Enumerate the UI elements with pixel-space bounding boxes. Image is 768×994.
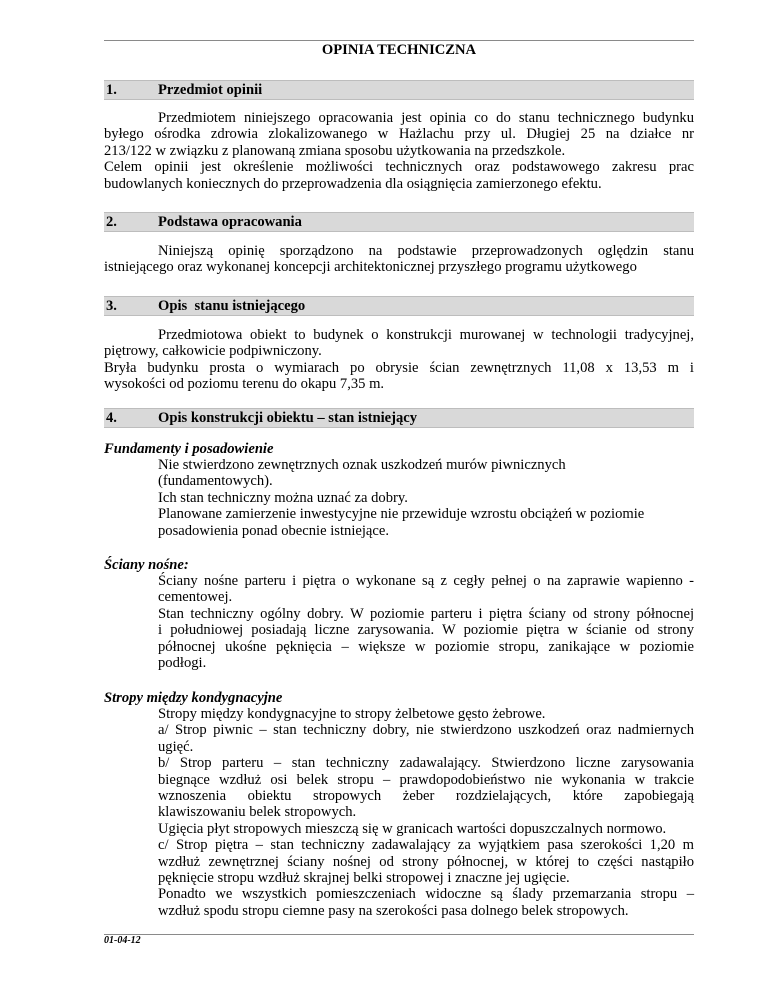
section-heading-4 <box>104 408 694 428</box>
section-number: 1. <box>106 82 117 98</box>
section-number: 4. <box>106 410 117 426</box>
paragraph-line: Stan techniczny ogólny dobry. W poziomie parteru i piętra ściany od strony północnej <box>158 605 694 622</box>
paragraph-line: Niniejszą opinię sporządzono na podstawie przeprowadzonych oględzin stanu <box>158 243 694 259</box>
paragraph-line: ugięć. <box>158 738 194 755</box>
paragraph-line: c/ Strop piętra – stan techniczny zadawalający za wyjątkiem pasa szerokości 1,20 m <box>158 837 694 854</box>
paragraph-line: istniejącego oraz wykonanej koncepcji architektonicznej przyszłego programu użytkowego <box>104 259 637 276</box>
paragraph-line: Bryła budynku prosta o wymiarach po obrysie ścian zewnętrznych 11,08 x 13,53 m i <box>104 359 694 376</box>
subsection-title: Ściany nośne: <box>104 557 189 573</box>
section-1-body <box>104 110 694 192</box>
paragraph-line: Ponadto we wszystkich pomieszczeniach widoczne są ślady przemarzania stropu – <box>158 886 694 903</box>
paragraph-line: byłego ośrodka zdrowia zlokalizowanego w Hażlachu przy ul. Długiej 25 na działce nr <box>104 126 694 143</box>
paragraph-line: Przedmiotem niniejszego opracowania jest opinia co do stanu technicznego budynku <box>158 110 694 126</box>
section-heading-2 <box>104 212 694 232</box>
section-number: 3. <box>106 298 117 314</box>
footer-rule <box>104 934 694 935</box>
subsection-title: Fundamenty i posadowienie <box>104 441 274 457</box>
paragraph-line: posadowienia ponad obecnie istniejące. <box>158 522 389 539</box>
paragraph-line: 213/122 w związku z planowaną zmiana sposobu użytkowania na przedszkole. <box>104 142 566 159</box>
section-heading-3 <box>104 296 694 316</box>
paragraph-line: i południowej posiadają liczne zarysowania. W poziomie piętra w ścianie od strony <box>158 622 694 639</box>
section-2-body <box>104 243 694 276</box>
paragraph-line: biegnące wzdłuż osi belek stropu – prawdopodobieństwo nie wykonania w trakcie <box>158 771 694 788</box>
ceilings-body <box>158 706 694 919</box>
paragraph-line: Ich stan techniczny można uznać za dobry. <box>158 489 408 506</box>
paragraph-line: Planowane zamierzenie inwestycyjne nie przewiduje wzrostu obciążeń w poziomie <box>158 506 645 523</box>
paragraph-line: klawiszowaniu belek stropowych. <box>158 804 357 821</box>
top-rule <box>104 40 694 41</box>
section-title: Podstawa opracowania <box>158 214 302 230</box>
section-heading-1 <box>104 80 694 100</box>
paragraph-line: wzdłuż spodu stropu ciemne pasy na szerokości pasa dolnego belek stropowych. <box>158 902 629 919</box>
paragraph-line: b/ Strop parteru – stan techniczny zadawalający. Stwierdzono liczne zarysowania <box>158 755 694 772</box>
document-title: OPINIA TECHNICZNA <box>321 42 477 58</box>
paragraph-line: budowlanych koniecznych do przeprowadzenia dla osiągnięcia zamierzonego efektu. <box>104 175 602 192</box>
paragraph-line: piętrowy, całkowicie podpiwniczony. <box>104 343 322 360</box>
section-3-body <box>104 327 694 393</box>
subsection-title: Stropy między kondygnacyjne <box>104 690 283 706</box>
paragraph-line: pęknięcie stropu wzdłuż skrajnej belki stropowej i znaczne jej ugięcie. <box>158 870 570 887</box>
paragraph-line: a/ Strop piwnic – stan techniczny dobry, nie stwierdzono uszkodzeń oraz nadmiernych <box>158 722 694 739</box>
footer-date: 01-04-12 <box>104 935 141 946</box>
document-page <box>104 0 694 994</box>
walls-body <box>158 573 694 671</box>
section-title: Opis stanu istniejącego <box>158 298 306 314</box>
paragraph-line: wysokości od poziomu terenu do okapu 7,35 m. <box>104 376 385 393</box>
paragraph-line: wznoszenia obiektu stropowych żeber rozdzielających, które zapobiegają <box>158 788 694 805</box>
paragraph-line: podłogi. <box>158 655 207 672</box>
paragraph-line: Nie stwierdzono zewnętrznych oznak uszkodzeń murów piwnicznych <box>158 457 566 473</box>
section-title: Opis konstrukcji obiektu – stan istniejący <box>158 410 418 426</box>
paragraph-line: Celem opinii jest określenie możliwości technicznych oraz podstawowego zakresu prac <box>104 159 694 176</box>
section-title: Przedmiot opinii <box>158 82 263 98</box>
paragraph-line: cementowej. <box>158 589 233 606</box>
paragraph-line: Ściany nośne parteru i piętra o wykonane są z cegły pełnej o na zaprawie wapienno - <box>158 573 694 589</box>
paragraph-line: Stropy między kondygnacyjne to stropy żelbetowe gęsto żebrowe. <box>158 706 546 722</box>
section-number: 2. <box>106 214 117 230</box>
paragraph-line: Przedmiotowa obiekt to budynek o konstrukcji murowanej w technologii tradycyjnej, <box>158 327 694 343</box>
paragraph-line: (fundamentowych). <box>158 473 273 490</box>
paragraph-line: Ugięcia płyt stropowych mieszczą się w granicach wartości dopuszczalnych normowo. <box>158 820 667 837</box>
paragraph-line: północnej ukośne pęknięcia – większe w poziomie stropu, zanikające w poziomie <box>158 638 694 655</box>
paragraph-line: wzdłuż zewnętrznej ściany nośnej od strony północnej, w której to części nastąpiło <box>158 853 694 870</box>
foundations-body <box>158 457 694 539</box>
